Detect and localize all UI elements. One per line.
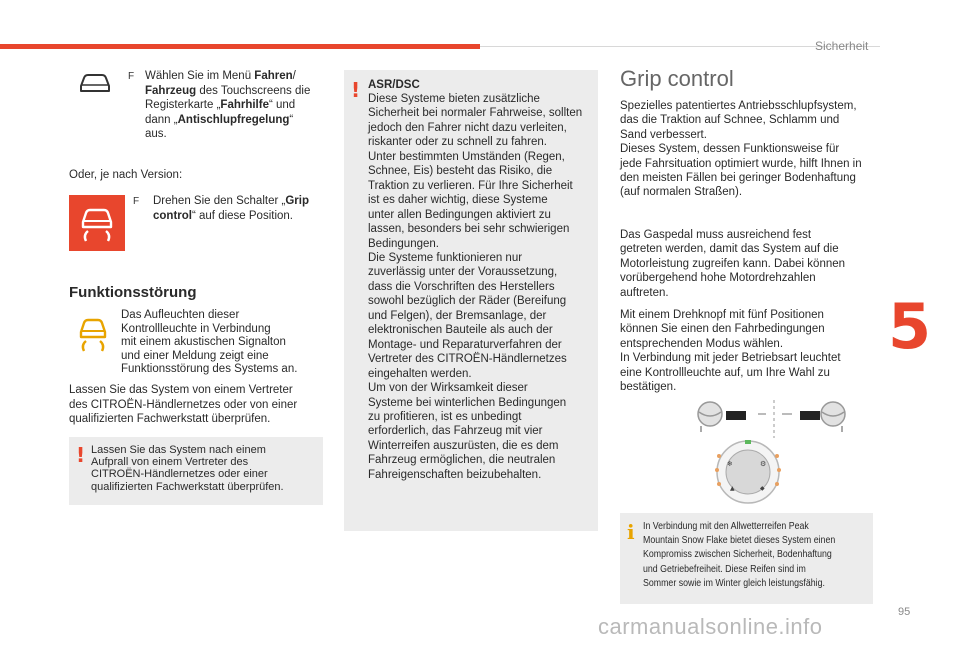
asr-dsc-title: ASR/DSC xyxy=(368,79,420,91)
text-line: Funktionsstörung des Systems an. xyxy=(121,363,298,376)
text-segment: des Touchscreens die xyxy=(196,84,311,97)
text-line: können Sie einen den Fahrbedingungen xyxy=(620,323,825,336)
text-line: Sicherheit bei normaler Fahrweise, sollten xyxy=(368,107,583,120)
text-line: entsprechenden Modus wählen. xyxy=(620,337,784,350)
text-line: Montage- und Reparaturverfahren der xyxy=(368,338,562,351)
text-line: Lassen Sie das System von einem Vertreter xyxy=(69,384,293,396)
text-segment: “ auf diese Position. xyxy=(191,209,293,222)
text-line: CITROËN-Händlernetzes oder einer xyxy=(91,468,268,481)
text-line: Spezielles patentiertes Antriebsschlupfsystem, xyxy=(620,100,857,112)
or-version-text: Oder, je nach Version: xyxy=(69,169,183,181)
text-line: Motorleistung zugreifen kann. Dabei können xyxy=(620,257,846,270)
text-line: jedoch den Fahrer nicht dazu verleiten, xyxy=(368,121,567,134)
text-line: dass die Vorschriften des Herstellers xyxy=(368,280,555,293)
text-line: sowohl bezüglich der Räder (Bereifung xyxy=(368,295,567,308)
text-line: Kontrollleuchte in Verbindung xyxy=(121,322,271,335)
text-line: qualifizierten Fachwerkstatt überprüfen. xyxy=(91,480,284,493)
mode-selector-text xyxy=(620,308,841,394)
tire-info-text xyxy=(643,520,861,591)
step1-bullet: F xyxy=(128,71,135,82)
step2-bullet: F xyxy=(133,196,140,207)
text-segment: “ und xyxy=(268,99,296,111)
asr-dsc-text xyxy=(368,92,582,482)
text-line: zu profitieren, ist es unbedingt xyxy=(368,410,522,423)
fault-advice xyxy=(69,383,297,427)
text-segment: Drehen Sie den Schalter „ xyxy=(153,195,286,207)
svg-text:▲: ▲ xyxy=(730,485,735,492)
text-segment: dann „ xyxy=(145,113,178,126)
text-line xyxy=(145,113,310,128)
text-line: Vertreter des CITROËN-Händlernetzes xyxy=(368,353,567,366)
section-title: Sicherheit xyxy=(815,39,869,53)
text-line: auftreten. xyxy=(620,286,669,299)
text-line: Mountain Snow Flake bietet dieses System einen xyxy=(643,535,836,547)
text-line: vorübergehend hohe Motordrehzahlen xyxy=(620,272,816,285)
text-line: Das Gaspedal muss ausreichend fest xyxy=(620,229,812,241)
text-line: das die Traktion auf Schnee, Schlamm und xyxy=(620,114,840,127)
text-line: Sand verbessert. xyxy=(620,128,707,141)
header-accent-bar xyxy=(0,44,480,49)
text-line: und Getriebefreiheit. Diese Reifen sind im xyxy=(643,563,806,575)
fault-description xyxy=(121,309,297,377)
bold-term: Fahrhilfe xyxy=(220,99,269,111)
text-segment: Wählen Sie im Menü xyxy=(145,70,255,82)
text-line: des CITROËN-Händlernetzes oder von einer xyxy=(69,398,298,411)
text-segment: “ xyxy=(289,113,294,126)
watermark: carmanualsonline.info xyxy=(598,614,823,639)
text-line xyxy=(145,98,310,113)
grip-control-heading: Grip control xyxy=(620,66,734,91)
text-line: Fahreigenschaften beizubehalten. xyxy=(368,468,542,481)
info-icon: i xyxy=(627,520,635,544)
bold-term: Antischlupfregelung xyxy=(177,113,290,126)
text-line: Das Aufleuchten dieser xyxy=(121,309,240,321)
text-line: Die Systeme funktionieren nur xyxy=(368,251,523,264)
text-line xyxy=(145,84,310,99)
text-line: Schnee, Eis) besteht das Risiko, die xyxy=(368,165,553,178)
grip-control-knob-illustration xyxy=(670,398,860,506)
text-line: und einer Meldung zeigt eine xyxy=(121,349,269,362)
text-line: Traktion zu verlieren. Für Ihre Sicherheit xyxy=(368,179,573,192)
asr-warning-exclamation-icon: ! xyxy=(351,78,361,102)
text-segment: aus. xyxy=(145,128,167,140)
text-line: eingehalten werden. xyxy=(368,367,472,380)
text-line: zuverlässig unter der Voraussetzung, xyxy=(368,266,558,279)
text-line: In Verbindung mit den Allwetterreifen Peak xyxy=(643,521,809,532)
text-line: erforderlich, das Fahrzeug mit vier xyxy=(368,425,543,438)
text-line: Lassen Sie das System nach einem xyxy=(91,444,266,456)
text-line: lassen, besonders bei sehr schwierigen xyxy=(368,223,570,236)
traction-warning-lamp-icon xyxy=(75,314,111,354)
text-line: In Verbindung mit jeder Betriebsart leuchtet xyxy=(620,352,841,365)
text-line: Mit einem Drehknopf mit fünf Positionen xyxy=(620,309,824,321)
text-line: Um von der Wirksamkeit dieser xyxy=(368,382,528,395)
car-outline-icon xyxy=(78,71,112,95)
text-line: riskanter oder zu schnell zu fahren. xyxy=(368,136,547,149)
text-line: qualifizierten Fachwerkstatt überprüfen. xyxy=(69,413,271,425)
text-line: (auf normalen Straßen). xyxy=(620,186,743,199)
text-segment: / xyxy=(292,70,296,82)
accelerator-text xyxy=(620,228,845,300)
text-line: bestätigen. xyxy=(620,381,677,394)
text-line: ist es daher wichtig, diese Systeme xyxy=(368,194,548,207)
text-line: Dieses System, dessen Funktionsweise für xyxy=(620,143,840,156)
text-line: eine Kontrollleuchte auf, um Ihre Wahl zu xyxy=(620,366,830,379)
text-line: getreten werden, damit das System auf die xyxy=(620,243,839,256)
text-line: mit einem akustischen Signalton xyxy=(121,336,286,349)
text-line: Aufprall von einem Vertreter des xyxy=(91,456,249,469)
chapter-number: 5 xyxy=(888,290,932,363)
bold-term: Fahren xyxy=(254,70,293,82)
text-line xyxy=(153,194,309,209)
text-line: jede Fahrsituation optimiert wurde, hilft Ihnen in xyxy=(620,157,862,170)
text-line: Winterreifen auszurüsten, die es dem xyxy=(368,439,559,452)
text-line xyxy=(153,209,309,224)
text-line: Kompromiss zwischen Sicherheit, Bodenhaftung xyxy=(643,549,832,561)
grip-intro-text xyxy=(620,99,862,200)
svg-text:◆: ◆ xyxy=(760,485,765,492)
text-segment: Registerkarte „ xyxy=(145,99,221,111)
text-line: Sommer sowie im Winter gleich leistungsfähig. xyxy=(643,577,825,589)
text-line: Diese Systeme bieten zusätzliche xyxy=(368,93,540,105)
bold-term: Grip xyxy=(285,195,309,207)
page-number: 95 xyxy=(898,606,911,618)
text-line: und Felgen), der Bremsanlage, der xyxy=(368,309,547,322)
step2-text xyxy=(153,194,309,223)
step1-text xyxy=(145,69,310,142)
bold-term: Fahrzeug xyxy=(145,84,197,97)
text-line xyxy=(145,69,310,84)
text-line: unter allen Bedingungen aktiviert zu xyxy=(368,208,551,221)
bold-term: control xyxy=(153,209,192,222)
text-line xyxy=(145,127,310,142)
text-line: Unter bestimmten Umständen (Regen, xyxy=(368,150,565,163)
warning-exclamation-icon: ! xyxy=(76,443,86,467)
svg-text:⚙: ⚙ xyxy=(760,460,767,468)
text-line: Fahrzeug ermöglichen, die neutralen xyxy=(368,454,556,467)
text-line: Bedingungen. xyxy=(368,237,439,250)
text-line: Systeme bei winterlichen Bedingungen xyxy=(368,396,567,409)
collision-warning-text xyxy=(91,444,284,493)
svg-text:❄: ❄ xyxy=(727,460,733,468)
fault-heading: Funktionsstörung xyxy=(69,284,197,301)
text-line: elektronischen Bauteile als auch der xyxy=(368,324,553,337)
text-line: den meisten Fällen bei geringer Bodenhaftung xyxy=(620,172,856,185)
grip-control-warning-icon xyxy=(69,195,125,251)
